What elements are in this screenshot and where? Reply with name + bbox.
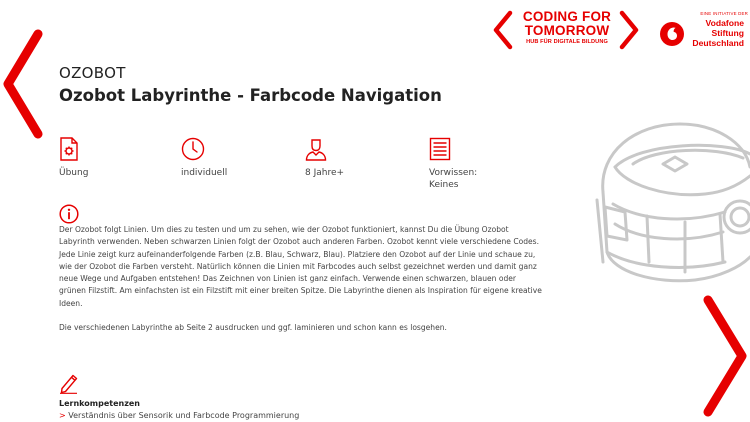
vodafone-name xyxy=(682,18,744,48)
document-gear-icon xyxy=(59,137,79,161)
ozobot-robot-illustration xyxy=(585,112,750,287)
pencil-icon xyxy=(59,372,79,394)
description xyxy=(59,224,544,347)
meta-age-label: 8 Jahre+ xyxy=(305,168,345,178)
description-paragraph-1: Der Ozobot folgt Linien. Um dies zu testen und um zu sehen, wie der Ozobot funktioniert, kannst Du die Übung Ozobot Labyrinth verwenden. Neben schwarzen Linien folgt der Ozobot auch anderen Farben. Ozobot kennt viele verschiedene Codes. Jede Linie zeigt kurz aufeinanderfolgende Farben (z.B. Blau, Schwarz, Blau). Platziere den Ozobot auf der Linie und schaue zu, wie der Ozobot die Farben versteht. Natürlich können die Linien mit Farbcodes auch selbst gezeichnet werden und damit ganz neue Wege und Aufgaben entstehen! Das Zeichnen von Linien ist ganz einfach. Verwende einen schwarzen, blauen oder grünen Filzstift. Am einfachsten ist ein Filzstift mit einer breiten Spitze. Die Labyrinthe dienen als Inspiration für eigene kreative Ideen. xyxy=(59,225,542,308)
vodafone-name-line1: Vodafone xyxy=(705,18,744,28)
logo-title xyxy=(517,10,617,38)
meta-prerequisites-line2: Keines xyxy=(429,180,459,190)
description-paragraph-2: Die verschiedenen Labyrinthe ab Seite 2 ausdrucken und ggf. laminieren und schon kann es losgehen. xyxy=(59,323,447,333)
checklist-icon xyxy=(429,137,451,161)
page-title: Ozobot Labyrinthe - Farbcode Navigation xyxy=(59,86,442,105)
lernkompetenzen-item xyxy=(59,411,299,420)
right-chevron-decoration xyxy=(700,292,750,422)
info-icon xyxy=(59,204,79,224)
logo-left-bracket-icon xyxy=(492,10,514,50)
meta-prerequisites-line1: Vorwissen: xyxy=(429,168,478,178)
logo-title-line2: TOMORROW xyxy=(524,23,610,38)
logo-right-bracket-icon xyxy=(618,10,640,50)
vodafone-name-line3: Deutschland xyxy=(692,38,744,48)
logo-title-line1: CODING FOR xyxy=(522,9,612,24)
left-chevron-decoration xyxy=(0,28,46,140)
meta-type-label: Übung xyxy=(59,168,89,178)
lernkompetenzen-title: Lernkompetenzen xyxy=(59,399,140,408)
meta-prerequisites-label xyxy=(429,167,477,191)
vodafone-name-line2: Stiftung xyxy=(711,28,744,38)
lernkompetenzen-item-text: Verständnis über Sensorik und Farbcode Programmierung xyxy=(68,411,300,420)
clock-icon xyxy=(181,137,205,161)
page-kicker: OZOBOT xyxy=(59,64,126,82)
lernkompetenzen-item-arrow: > xyxy=(59,411,66,420)
meta-duration-label: individuell xyxy=(181,168,228,178)
logo-subtitle: HUB FÜR DIGITALE BILDUNG xyxy=(526,39,608,45)
vodafone-tagline: EINE INITIATIVE DER xyxy=(700,11,748,16)
person-icon xyxy=(305,137,327,161)
